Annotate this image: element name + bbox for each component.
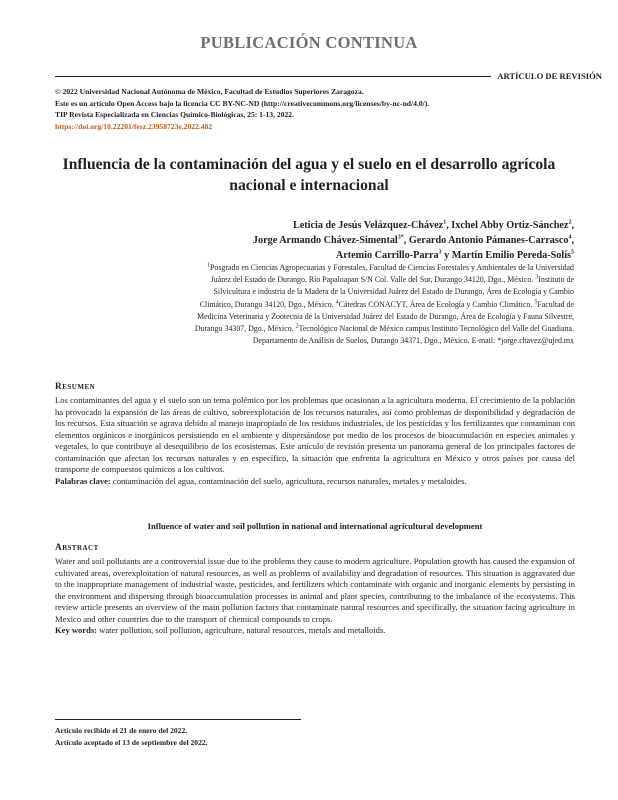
affiliation-sup: 4	[335, 298, 339, 305]
author-name: Ixchel Abby Ortiz-Sánchez	[451, 220, 569, 231]
doi-link[interactable]: https://doi.org/10.22201/fesz.23958723e.2022.482	[55, 121, 213, 131]
article-title: Influencia de la contaminación del agua y el suelo en el desarrollo agrícola nacional e internacional	[62, 156, 556, 194]
author-sup: 5	[571, 249, 574, 256]
author-name: Artemio Carrillo-Parra	[335, 250, 439, 261]
author-sup: 1	[443, 219, 447, 226]
author-sup: 3*	[397, 234, 404, 241]
affiliations	[194, 262, 574, 347]
publication-meta	[55, 86, 575, 132]
copyright-line: © 2022 Universidad Nacional Autónoma de México, Facultad de Estudios Superiores Zaragoza.	[55, 87, 364, 96]
footnote-rule	[55, 719, 301, 720]
author-sup: 4	[568, 234, 572, 241]
author-name: Gerardo Antonio Pámanes-Carrasco	[408, 235, 569, 246]
abstract-text: Water and soil pollutants are a controversial issue due to the problems they cause to modern agriculture. Population growth has caused the expansion of cultivated areas, overexploitation of natural resources, as well as problems of availability and degradation of resources. This situation is aggravated due to the inappropriate management of industrial waste, pesticides, and fertilizers which contaminate with organic and inorganic elements by persisting in the environment and dispersing through bioaccumulation processes in animal and plant species, contributing to the imbalance of the ecosystems. This review article presents an overview of the main pollution factors that contaminate natural resources and specifically, the situation facing agriculture in Mexico and other countries due to the transport of chemical compounds to crops.	[55, 556, 575, 624]
author-sup: 2	[568, 219, 572, 226]
affiliation-sup: 2	[295, 323, 299, 330]
affiliation-text: Cátedras CONACYT, Área de Ecología y Cambio Climático.	[338, 299, 533, 309]
abstract-body	[55, 556, 575, 637]
resumen-text: Los contaminantes del agua y el suelo son un tema polémico por los problemas que ocasionan a la agricultura moderna. El crecimiento de la población ha provocado la expansión de las áreas de cultivo, sobreexplotación de los recursos naturales, así como problemas de disponibilidad y degradación de los recursos. Esta situación se agrava debido al manejo inapropiado de los residuos industriales, de los pesticidas y los fertilizantes que contaminan con elementos orgánicos e inorgánicos persistiendo en el ambiente y dispersándose por medio de los procesos de bioacumulación en especies animales y vegetales, lo que contribuye al desequilibrio de los ecosistemas. Este artículo de revisión presenta un panorama general de los principales factores de contaminación que afectan los recursos naturales y en específico, la situación que enfrenta la agricultura en México y otros países por causa del transporte de compuestos químicos a los cultivos.	[55, 395, 575, 475]
license-line: Este es un artículo Open Access bajo la licencia CC BY-NC-ND (http://creativecommons.org/licenses/by-nc-nd/4.0/).	[55, 98, 430, 108]
header-rule	[55, 76, 562, 77]
received-date: Artículo recibido el 21 de enero del 2022.	[55, 726, 188, 735]
affiliation-sup: 3	[535, 274, 539, 281]
abstract-heading: Abstract	[55, 543, 99, 553]
author-name: Jorge Armando Chávez-Simental	[252, 235, 398, 246]
accepted-date: Artículo aceptado el 13 de septiembre del 2022.	[55, 737, 208, 747]
author-name: Leticia de Jesús Velázquez-Chávez	[292, 220, 444, 231]
affiliation-sup: 5	[534, 298, 538, 305]
keywords-text: water pollution, soil pollution, agriculture, natural resources, metals and metalloids.	[99, 625, 386, 636]
author-list: Leticia de Jesús Velázquez-Chávez$^1$, Ixchel Abby Ortiz-Sánchez$^2$, Jorge Armando Chávez-Simental$^{3*}$, Gerardo Antonio Pámanes-Carrasco$^4$, Artemio Carrillo-Parra$^3$ y Martín Emilio Pereda-Solís$^5$	[252, 219, 574, 261]
resumen-heading: Resumen	[55, 382, 96, 392]
article-type-label: ARTÍCULO DE REVISIÓN	[491, 71, 602, 81]
abstract-keywords	[55, 625, 575, 637]
affiliation-text: Posgrado en Ciencias Agropecuarias y Forestales, Facultad de Ciencias Forestales y Ambientales de la Universidad Juárez del Estado de Durango, Río Papaloapan S/N Col. Valle del Sur, Durango 34120, Dgo., México.	[210, 263, 574, 285]
affiliation-sup: 1	[207, 262, 211, 269]
affiliation-text: Tecnológico Nacional de México campus Instituto Tecnológico del Valle del Guadiana. Departamento de Análisis de Suelos, Durango 34371, Dgo., México. E-mail: *jorge.chavez@ujed.mx	[252, 324, 574, 346]
english-title: Influence of water and soil pollution in national and international agricultural development	[147, 521, 483, 531]
article-dates	[55, 725, 208, 749]
resumen-body	[55, 395, 575, 487]
author-conjunction: y	[444, 250, 450, 261]
resumen-keywords	[55, 476, 575, 488]
author-name: Martín Emilio Pereda-Solís	[451, 250, 571, 261]
keywords-label: Key words:	[55, 625, 98, 636]
affiliation-text: Instituto de Silvicultura e industria de la Madera de la Universidad Juárez del Estado de Durango, Área de Ecología y Cambio Climático, Durango 34120, Dgo., México.	[199, 275, 574, 309]
affiliation-text: Facultad de Medicina Veterinaria y Zootecnia de la Universidad Juárez del Estado de Durango, Área de Ecología y Fauna Silvestre, Durango 34307, Dgo., México.	[194, 299, 574, 334]
journal-banner: PUBLICACIÓN CONTINUA	[200, 33, 418, 52]
keywords-label: Palabras clave:	[55, 475, 111, 486]
journal-citation: TIP Revista Especializada en Ciencias Químico-Biológicas, 25: 1-13, 2022.	[55, 110, 294, 120]
keywords-text: contaminación del agua, contaminación del suelo, agricultura, recursos naturales, metales y metaloides.	[112, 475, 467, 486]
author-sup: 3	[438, 249, 442, 256]
